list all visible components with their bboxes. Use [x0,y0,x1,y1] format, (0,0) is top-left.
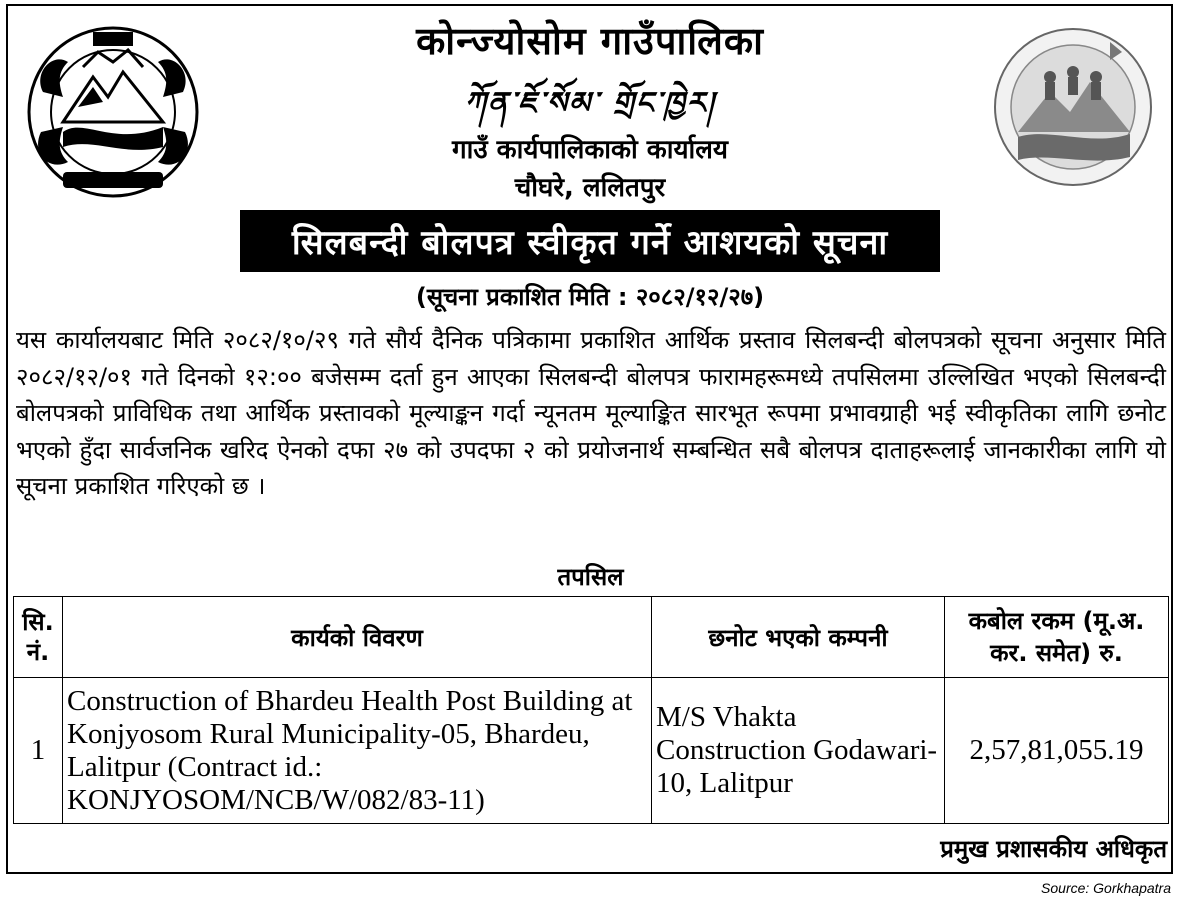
table-header-row [14,597,1169,678]
header-description: कार्यको विवरण [63,597,652,678]
annex-title: तपसिल [557,563,624,591]
row-sn: 1 [14,678,63,824]
header-amount: कबोल रकम (मू.अ. कर. समेत) रु. [945,597,1169,678]
municipality-logo-icon [990,22,1156,192]
row-description: Construction of Bhardeu Health Post Building at Konjyosom Rural Municipality-05, Bhardeu, Lalitpur (Contract id.: KONJYOSOM/NCB/W/082/83-11) [63,678,652,824]
office-name: गाउँ कार्यपालिकाको कार्यालय [452,135,728,165]
table-row [14,678,1169,824]
office-location: चौघरे, ललितपुर [514,173,666,203]
signoff: प्रमुख प्रशासकीय अधिकृत [940,835,1167,863]
notice-title: सिलबन्दी बोलपत्र स्वीकृत गर्ने आशयको सूचना [240,210,940,272]
notice-body: यस कार्यालयबाट मिति २०८२/१०/२९ गते सौर्य दैनिक पत्रिकामा प्रकाशित आर्थिक प्रस्ताव सिलबन्दी बोलपत्रको सूचना अनुसार मिति २०८२/१२/०१ गते दिनको १२:०० बजेसम्म दर्ता हुन आएका सिलबन्दी बोलपत्र फारामहरूमध्ये तपसिलमा उल्लिखित भएको सिलबन्दी बोलपत्रको प्राविधिक तथा आर्थिक प्रस्तावको मूल्याङ्कन गर्दा न्यूनतम मूल्याङ्कित सारभूत रूपमा प्रभावग्राही भई स्वीकृतिका लागि छनोट भएको हुँदा सार्वजनिक खरिद ऐनको दफा २७ को उपदफा २ को प्रयोजनार्थ सम्बन्धित सबै बोलपत्र दाताहरूलाई जानकारीका लागि यो सूचना प्रकाशित गरिएको छ । [16,326,1166,500]
award-table [13,596,1169,824]
row-company: M/S Vhakta Construction Godawari-10, Lalitpur [652,678,945,824]
header-company: छनोट भएको कम्पनी [652,597,945,678]
nepal-emblem-icon [22,22,204,202]
tibetan-name: ཀོན་ཇོ་སོམ་ གྲོང་ཁྱེར། [464,86,716,121]
municipality-name: कोन्ज्योसोम गाउँपालिका [416,19,764,63]
header-sn: सि. नं. [14,597,63,678]
publish-date: (सूचना प्रकाशित मिति : २०८२/१२/२७) [415,283,765,311]
source-credit: Source: Gorkhapatra [1041,880,1171,896]
row-amount: 2,57,81,055.19 [945,678,1169,824]
